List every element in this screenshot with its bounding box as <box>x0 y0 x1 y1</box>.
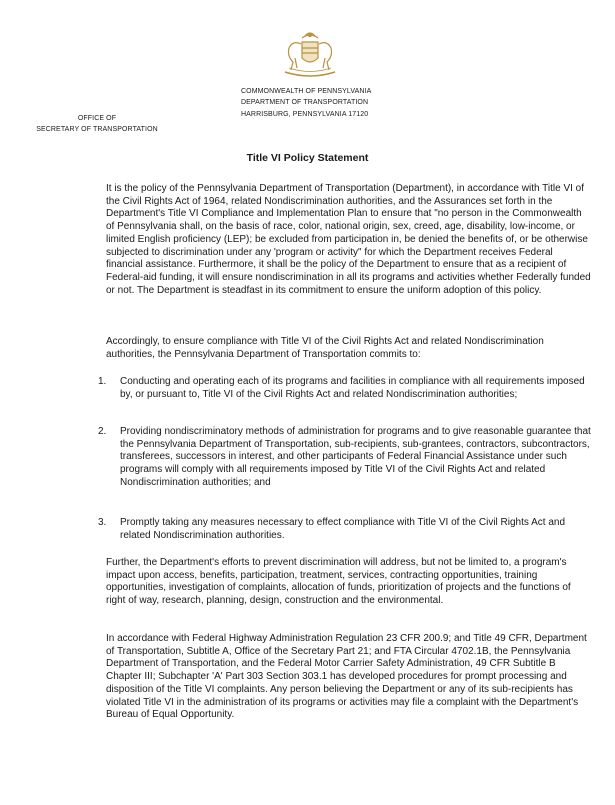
agency-line: COMMONWEALTH OF PENNSYLVANIA <box>241 88 372 95</box>
commitment-intro-paragraph: Accordingly, to ensure compliance with Title VI of the Civil Rights Act and related Nondiscrimination authorities, the Pennsylvania Department of Transportation commits to: <box>106 336 544 360</box>
office-line: OFFICE OF <box>77 115 117 122</box>
office-block <box>22 113 172 136</box>
prevention-paragraph: Further, the Department's efforts to prevent discrimination will address, but not be limited to, a program's impact upon access, benefits, participation, treatment, services, contracting opportunities, training opportunities, investigation of complaints, allocation of funds, prioritization of projects and the functions of right of way, research, planning, design, construction and the environmental. <box>106 557 571 607</box>
commitment-item <box>98 376 592 401</box>
agency-line: DEPARTMENT OF TRANSPORTATION <box>241 99 369 107</box>
office-line: SECRETARY OF TRANSPORTATION <box>36 126 158 134</box>
document-title: Title VI Policy Statement <box>246 152 369 164</box>
commitment-number: 1. <box>98 376 107 387</box>
pennsylvania-seal-icon <box>275 28 345 82</box>
commitment-text: Providing nondiscriminatory methods of administration for programs and to give reasonable guarantee that the Pennsylvania Department of Transportation, sub-recipients, sub-grantees, contractors, subcontractors, transferees, successors in interest, and other participants of Federal Financial Assistance under such programs will comply with all requirements imposed by Title VI of the Civil Rights Act and related Nondiscrimination authorities; and <box>120 426 591 488</box>
commitment-number: 3. <box>98 517 107 528</box>
commitment-item <box>98 517 592 542</box>
policy-paragraph: It is the policy of the Pennsylvania Department of Transportation (Department), in accordance with Title VI of the Civil Rights Act of 1964, related Nondiscrimination authorities, and the Assurances set forth in the Department's Title VI Compliance and Implementation Plan to ensure that "no person in the Commonwealth of Pennsylvania shall, on the basis of race, color, national origin, sex, creed, age, disability, low-income, or limited English proficiency (LEP); be excluded from participation in, be denied the benefits of, or be otherwise subjected to discrimination under any 'program or activity" for which the Department receives Federal financial assistance. Furthermore, it shall be the policy of the Department to ensure that as a recipient of Federal-aid funding, it will ensure nondiscrimination in all its programs and activities whether Federally funded or not. The Department is steadfast in its commitment to ensure the uniform adoption of this policy. <box>106 183 591 296</box>
complaint-procedure-paragraph: In accordance with Federal Highway Administration Regulation 23 CFR 200.9; and Title 49 CFR, Department of Transportation, Subtitle A, Office of the Secretary Part 21; and FTA Circular 4702.1B, the Pennsylvania Department of Transportation, and the Federal Motor Carrier Safety Administration, 49 CFR Subtitle B Chapter III; Subchapter 'A' Part 303 Section 303.1 has developed procedures for prompt processing and disposition of the Title VI complaints. Any person believing the Department or any of its sub-recipients has violated Title VI in the administration of its programs or activities may file a complaint with the Department's Bureau of Equal Opportunity. <box>106 633 587 721</box>
commitment-number: 2. <box>98 426 107 437</box>
commitment-text: Promptly taking any measures necessary to effect compliance with Title VI of the Civil Rights Act and related Nondiscrimination authorities. <box>120 517 566 541</box>
agency-address-block <box>241 86 371 120</box>
commitment-item <box>98 426 592 490</box>
commitment-text: Conducting and operating each of its programs and facilities in compliance with all requirements imposed by, or pursuant to, Title VI of the Civil Rights Act and related Nondiscrimination authorities; <box>120 376 585 400</box>
agency-line: HARRISBURG, PENNSYLVANIA 17120 <box>241 110 369 118</box>
